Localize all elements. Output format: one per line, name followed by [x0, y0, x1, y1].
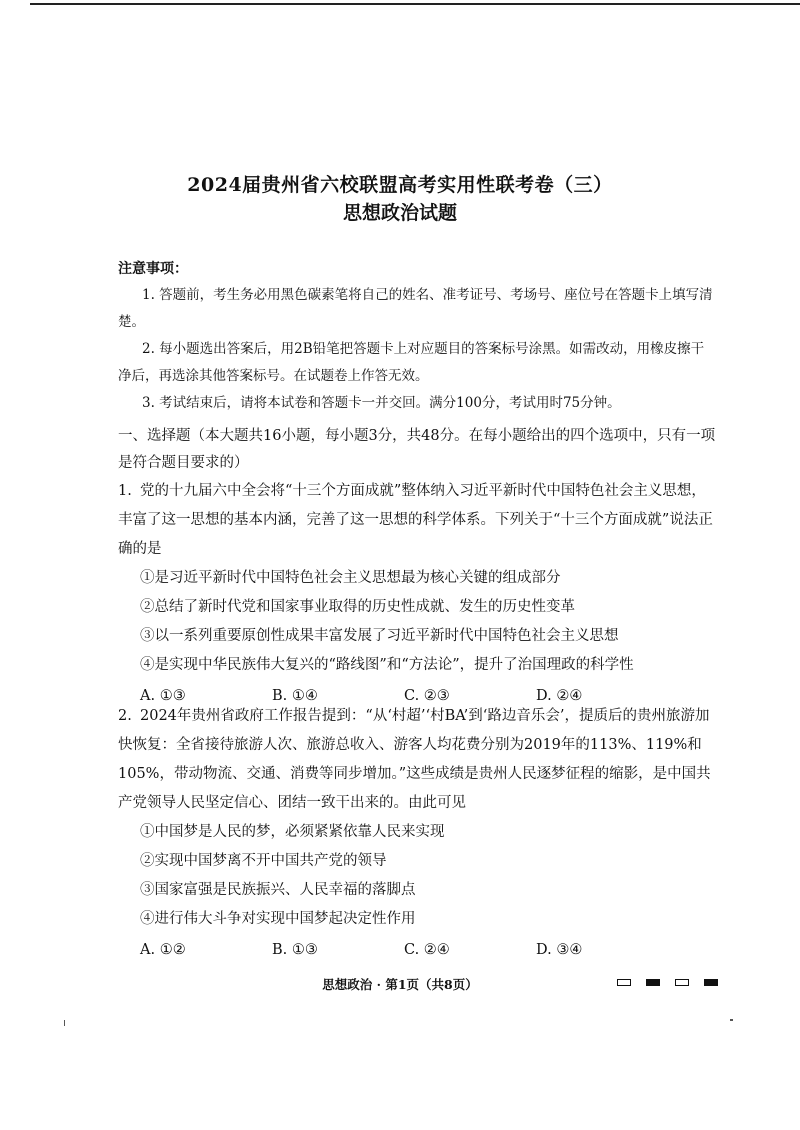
statement-option: ①中国梦是人民的梦，必须紧紧依靠人民来实现: [140, 824, 445, 840]
exam-subtitle: 思想政治试题: [342, 202, 457, 224]
answer-choices: [118, 936, 718, 965]
question-text: 党的十九届六中全会将“十三个方面成就”整体纳入习近平新时代中国特色社会主义思想，丰富了这一思想的基本内涵，完善了这一思想的科学体系。下列关于“十三个方面成就”说法正确的是: [118, 483, 713, 557]
statement-option: ④进行伟大斗争对实现中国梦起决定性作用: [140, 911, 416, 927]
section-heading: 一、选择题（本大题共16小题，每小题3分，共48分。在每小题给出的四个选项中，只有一项是符合题目要求的）: [118, 428, 716, 471]
statement-option: ③以一系列重要原创性成果丰富发展了习近平新时代中国特色社会主义思想: [140, 628, 619, 644]
notice-item: 1. 答题前，考生务必用黑色碳素笔将自己的姓名、准考证号、考场号、座位号在答题卡上填写清楚。: [118, 287, 713, 330]
statement-option: ②实现中国梦离不开中国共产党的领导: [140, 853, 387, 869]
question-2: [118, 702, 718, 965]
choice-b: B. ①③: [272, 942, 318, 958]
exam-header: [0, 172, 800, 226]
choice-c: C. ②③: [404, 688, 450, 704]
scan-speck: [64, 1020, 65, 1026]
choice-d: D. ③④: [536, 942, 583, 958]
exam-title: 2024届贵州省六校联盟高考实用性联考卷（三）: [187, 174, 613, 196]
statement-option: ②总结了新时代党和国家事业取得的历史性成就、发生的历史性变革: [140, 599, 575, 615]
question-number: 1.: [118, 483, 132, 499]
notice-item: 2. 每小题选出答案后，用2B铅笔把答题卡上对应题目的答案标号涂黑。如需改动，用橡皮擦干净后，再选涂其他答案标号。在试题卷上作答无效。: [118, 341, 705, 384]
top-border-rule: [30, 3, 800, 5]
notice-item: 3. 考试结束后，请将本试卷和答题卡一并交回。满分100分，考试用时75分钟。: [142, 395, 621, 411]
registration-mark-filled: [704, 979, 718, 986]
choice-a: A. ①②: [140, 942, 186, 958]
notice-title: 注意事项：: [118, 261, 188, 277]
scan-speck: [730, 1019, 733, 1021]
choice-a: A. ①③: [140, 688, 186, 704]
registration-mark-filled: [646, 979, 660, 986]
choice-c: C. ②④: [404, 942, 450, 958]
registration-mark-hollow: [617, 979, 631, 986]
choice-b: B. ①④: [272, 688, 318, 704]
registration-mark-hollow: [675, 979, 689, 986]
question-stem: [118, 477, 718, 564]
statement-option: ①是习近平新时代中国特色社会主义思想最为核心关键的组成部分: [140, 570, 561, 586]
registration-marks: [617, 979, 718, 986]
question-stem: [118, 702, 718, 818]
statement-option: ④是实现中华民族伟大复兴的“路线图”和“方法论”，提升了治国理政的科学性: [140, 657, 634, 673]
choice-d: D. ②④: [536, 688, 583, 704]
statement-option: ③国家富强是民族振兴、人民幸福的落脚点: [140, 882, 416, 898]
notice-block: [118, 258, 714, 417]
question-1: [118, 477, 718, 711]
page-footer: 思想政治 · 第1页（共8页）: [322, 977, 478, 992]
question-text: 2024年贵州省政府工作报告提到：“从‘村超’‘村BA’到‘路边音乐会’，提质后的贵州旅游加快恢复：全省接待旅游人次、旅游总收入、游客人均花费分别为2019年的113%、119%和105%，带动物流、交通、消费等同步增加。”这些成绩是贵州人民逐梦征程的缩影，是中国共产党领导人民坚定信心、团结一致干出来的。由此可见: [118, 708, 711, 811]
question-number: 2.: [118, 708, 132, 724]
